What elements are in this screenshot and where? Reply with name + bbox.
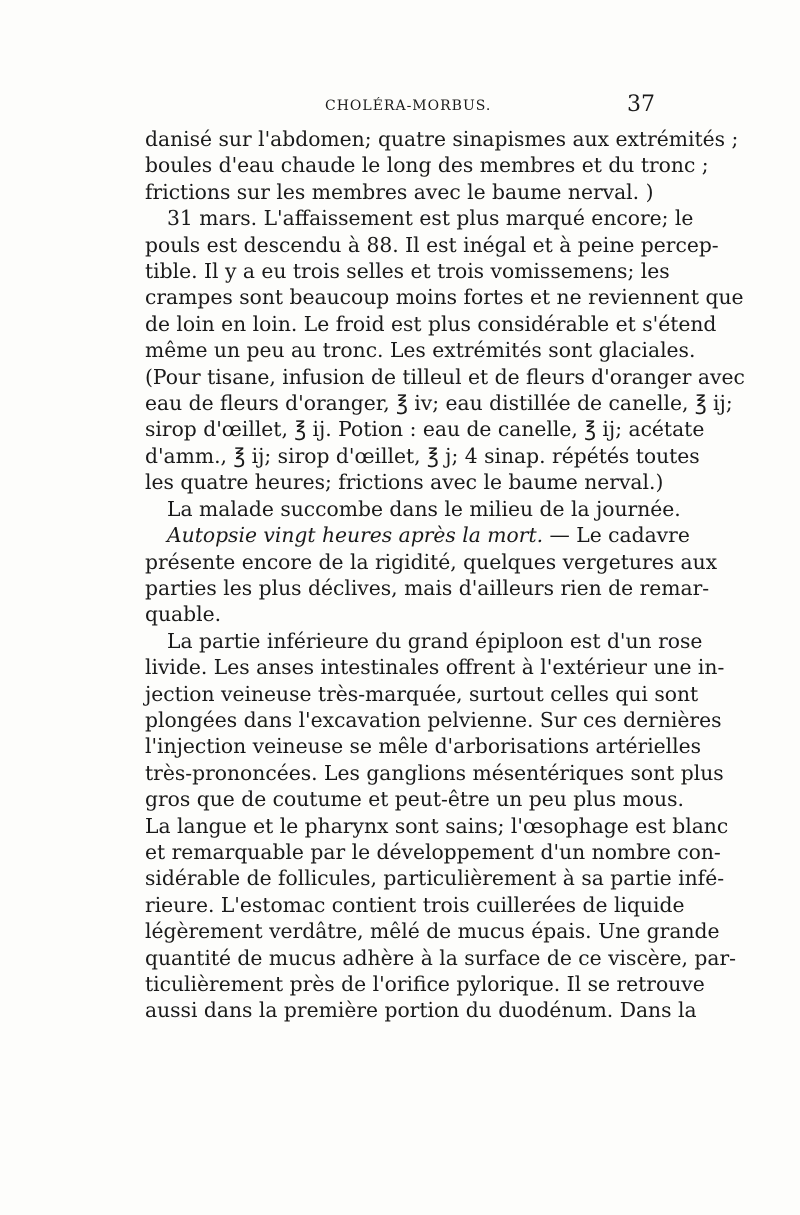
page-number: 37 — [627, 92, 655, 117]
text-line: plongées dans l'excavation pelvienne. Sur ces dernières — [145, 707, 722, 732]
text-line: sirop d'œillet, ℥ ij. Potion : eau de canelle, ℥ ij; acétate — [145, 417, 705, 442]
text-line: boules d'eau chaude le long des membres et du tronc ; — [145, 153, 709, 178]
text-line: quantité de mucus adhère à la surface de ce viscère, par- — [145, 945, 737, 970]
text-line: gros que de coutume et peut-être un peu plus mous. — [145, 787, 684, 812]
text-line: (Pour tisane, infusion de tilleul et de fleurs d'oranger avec — [145, 364, 745, 389]
text-line: de loin en loin. Le froid est plus considérable et s'étend — [145, 311, 717, 336]
text-line: danisé sur l'abdomen; quatre sinapismes aux extrémités ; — [145, 127, 739, 151]
text-line: pouls est descendu à 88. Il est inégal et à peine percep- — [145, 232, 719, 257]
text-line: La partie inférieure du grand épiploon est d'un rose — [167, 628, 703, 653]
text-line: même un peu au tronc. Les extrémités sont glaciales. — [145, 338, 696, 363]
text-line: frictions sur les membres avec le baume nerval. ) — [145, 179, 654, 204]
text-line: eau de fleurs d'oranger, ℥ iv; eau distillée de canelle, ℥ ij; — [145, 391, 733, 416]
text-line: légèrement verdâtre, mêlé de mucus épais. Une grande — [145, 919, 720, 944]
text-line: La malade succombe dans le milieu de la journée. — [167, 496, 681, 521]
text-line: tible. Il y a eu trois selles et trois vomissemens; les — [145, 259, 670, 284]
text-line: crampes sont beaucoup moins fortes et ne reviennent que — [145, 285, 744, 310]
text-line: quable. — [145, 602, 222, 627]
body-text — [145, 126, 745, 1024]
text-line: sidérable de follicules, particulièrement à sa partie infé- — [145, 866, 725, 891]
text-line: La langue et le pharynx sont sains; l'œsophage est blanc — [145, 813, 729, 838]
text-line: les quatre heures; frictions avec le baume nerval.) — [145, 470, 664, 495]
text-line-with-lead — [145, 522, 690, 548]
text-line-remainder: — Le cadavre — [543, 523, 690, 548]
text-line: aussi dans la première portion du duodénum. Dans la — [145, 998, 697, 1023]
text-line: parties les plus déclives, mais d'ailleurs rien de remar- — [145, 575, 710, 600]
text-line: jection veineuse très-marquée, surtout celles qui sont — [145, 681, 699, 706]
text-line: 31 mars. L'affaissement est plus marqué encore; le — [167, 206, 694, 231]
text-line: et remarquable par le développement d'un nombre con- — [145, 839, 721, 864]
text-line: rieure. L'estomac contient trois cuillerées de liquide — [145, 892, 685, 917]
text-line: livide. Les anses intestinales offrent à l'extérieur une in- — [145, 655, 725, 680]
page-header — [145, 92, 655, 122]
text-line: d'amm., ℥ ij; sirop d'œillet, ℥ j; 4 sinap. répétés toutes — [145, 443, 700, 468]
text-line: présente encore de la rigidité, quelques vergetures aux — [145, 549, 718, 574]
running-head: CHOLÉRA-MORBUS. — [325, 98, 492, 114]
autopsy-heading: Autopsie vingt heures après la mort. — [167, 523, 544, 548]
text-line: ticulièrement près de l'orifice pylorique. Il se retrouve — [145, 972, 705, 996]
text-line: l'injection veineuse se mêle d'arborisations artérielles — [145, 734, 702, 759]
text-line: très-prononcées. Les ganglions mésentériques sont plus — [145, 760, 724, 785]
